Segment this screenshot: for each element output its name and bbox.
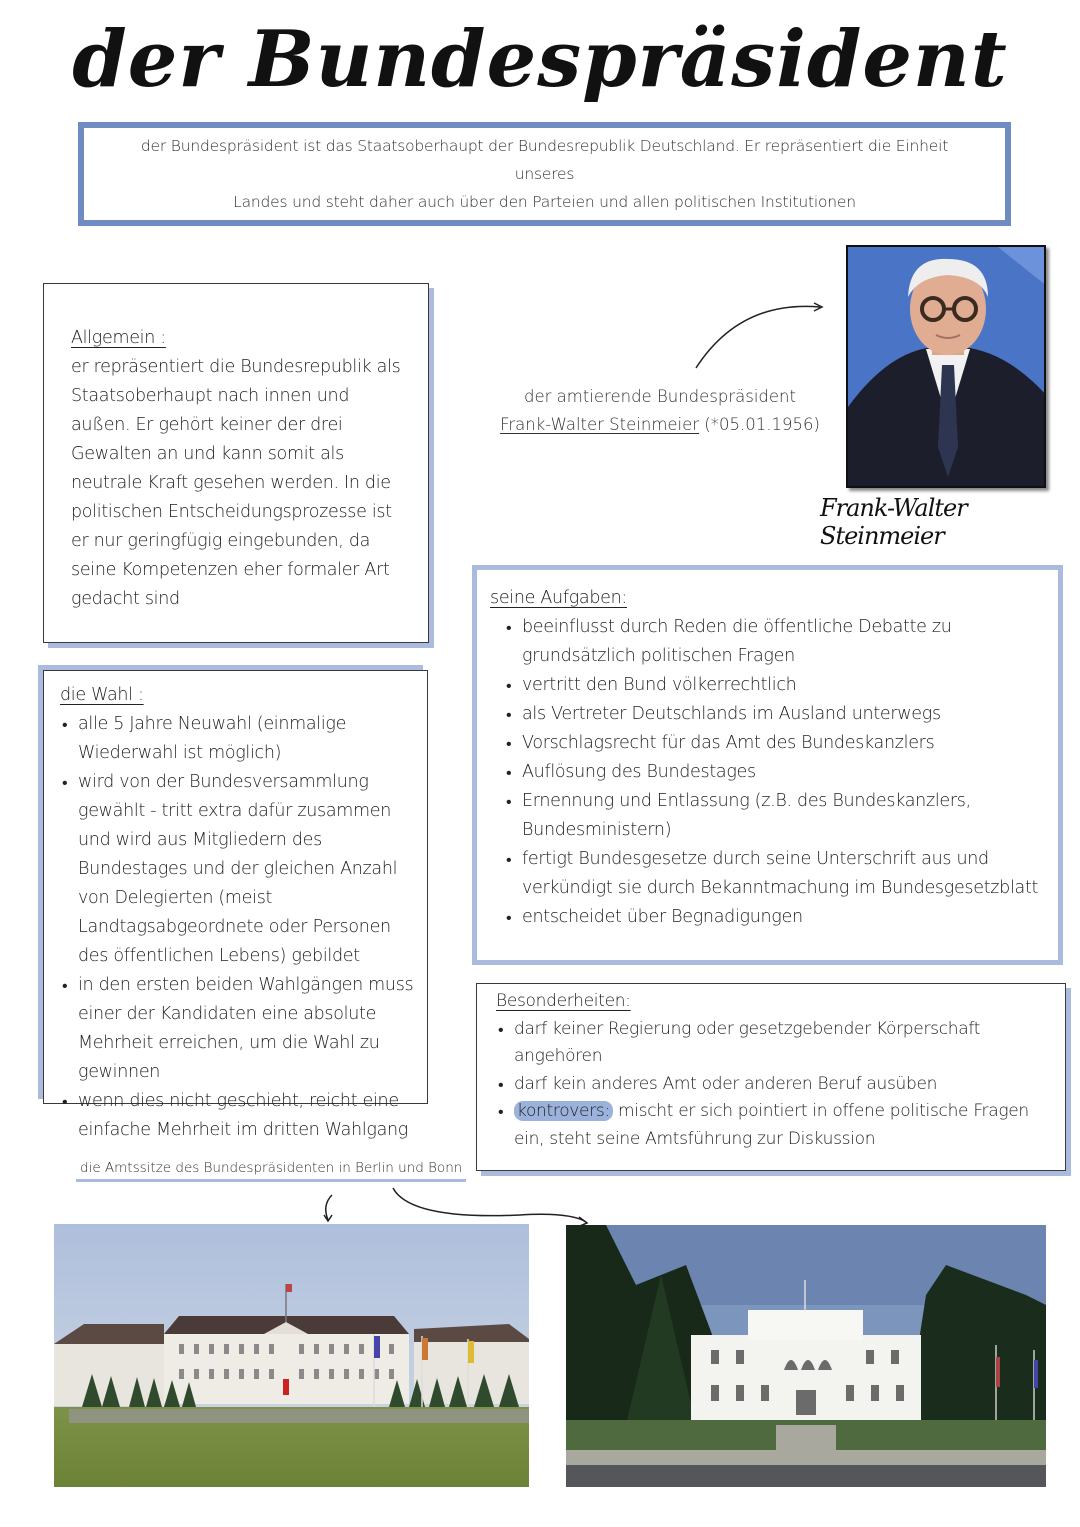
allgemein-text: er repräsentiert die Bundesrepublik als Staatsoberhaupt nach innen und außen. Er gehört keiner der drei Gewalten an und kann somit als neutrale Kraft gesehen werden. In die politischen Entscheidungsprozesse ist er nur geringfügig eingebunden, da seine Kompetenzen eher formaler Art gedacht sind <box>71 357 401 609</box>
berlin-residence-photo <box>54 1224 529 1487</box>
aufgaben-card <box>472 565 1063 965</box>
list-item: • alle 5 Jahre Neuwahl (einmalige Wiederwahl ist möglich) <box>60 710 419 768</box>
intro-line-2: Landes und steht daher auch über den Parteien und allen politischen Institutionen <box>233 193 856 211</box>
president-birthdate: (*05.01.1956) <box>699 415 820 434</box>
arrow-to-berlin-icon <box>326 1195 332 1220</box>
list-item: • darf kein anderes Amt oder anderen Beruf ausüben <box>496 1071 1051 1099</box>
besonderheiten-list <box>496 1016 1051 1154</box>
list-item <box>496 1098 1051 1153</box>
allgemein-title: Allgemein : <box>71 328 166 348</box>
wahl-title: die Wahl : <box>60 685 144 705</box>
list-item: • fertigt Bundesgesetze durch seine Unterschrift aus und verkündigt sie durch Bekanntmachung im Bundesgesetzblatt <box>504 845 1044 903</box>
list-item: • wird von der Bundesversammlung gewählt - tritt extra dafür zusammen und wird aus Mitgliedern des Bundestages und der gleichen Anzahl von Delegierten (meist Landtagsabgeordnete oder Personen des öffentlichen Lebens) gebildet <box>60 768 419 971</box>
president-name: Frank-Walter Steinmeier <box>500 415 700 434</box>
highlighted-term: kontrovers: <box>514 1101 613 1121</box>
besonderheiten-title: Besonderheiten: <box>496 991 631 1011</box>
president-caption-label: der amtierende Bundespräsident <box>524 387 796 406</box>
list-item: • darf keiner Regierung oder gesetzgebender Körperschaft angehören <box>496 1016 1051 1071</box>
list-item: • Vorschlagsrecht für das Amt des Bundeskanzlers <box>504 729 1044 758</box>
intro-box <box>78 122 1011 226</box>
wahl-list <box>60 710 419 1145</box>
portrait-photo-icon <box>848 247 1046 488</box>
besonderheiten-card <box>476 983 1066 1171</box>
list-item: • in den ersten beiden Wahlgängen muss einer der Kandidaten eine absolute Mehrheit erreichen, um die Wahl zu gewinnen <box>60 971 419 1087</box>
list-item: • wenn dies nicht geschieht, reicht eine einfache Mehrheit im dritten Wahlgang <box>60 1087 419 1145</box>
list-item: • vertritt den Bund völkerrechtlich <box>504 671 1044 700</box>
villa-hammerschmidt-photo-icon <box>566 1225 1046 1487</box>
bonn-residence-photo <box>566 1225 1046 1487</box>
list-item-text: mischt er sich pointiert in offene politische Fragen ein, steht seine Amtsführung zur Diskussion <box>514 1101 1029 1149</box>
amtssitze-caption: die Amtssitze des Bundespräsidenten in Berlin und Bonn <box>76 1160 466 1182</box>
list-item: • beeinflusst durch Reden die öffentliche Debatte zu grundsätzlich politischen Fragen <box>504 613 1044 671</box>
wahl-card <box>43 670 428 1140</box>
arrow-to-bonn-icon <box>393 1188 586 1222</box>
aufgaben-title: seine Aufgaben: <box>490 588 627 608</box>
president-signature: Frank-Walter Steinmeier <box>820 494 967 550</box>
list-item: • Auflösung des Bundestages <box>504 758 1044 787</box>
list-item: • entscheidet über Begnadigungen <box>504 903 1044 932</box>
list-item: • als Vertreter Deutschlands im Ausland unterwegs <box>504 700 1044 729</box>
allgemein-card <box>43 283 429 643</box>
aufgaben-list <box>490 613 1044 932</box>
intro-text <box>124 132 965 216</box>
schloss-bellevue-photo-icon <box>54 1224 529 1487</box>
president-caption <box>500 383 820 439</box>
president-portrait-photo <box>846 245 1046 488</box>
intro-line-1: der Bundespräsident ist das Staatsoberhaupt der Bundesrepublik Deutschland. Er repräsentiert die Einheit unseres <box>140 137 949 183</box>
list-item: • Ernennung und Entlassung (z.B. des Bundeskanzlers, Bundesministern) <box>504 787 1044 845</box>
arrow-to-portrait-icon <box>696 306 820 368</box>
page-title: der Bundespräsident <box>72 14 1008 105</box>
